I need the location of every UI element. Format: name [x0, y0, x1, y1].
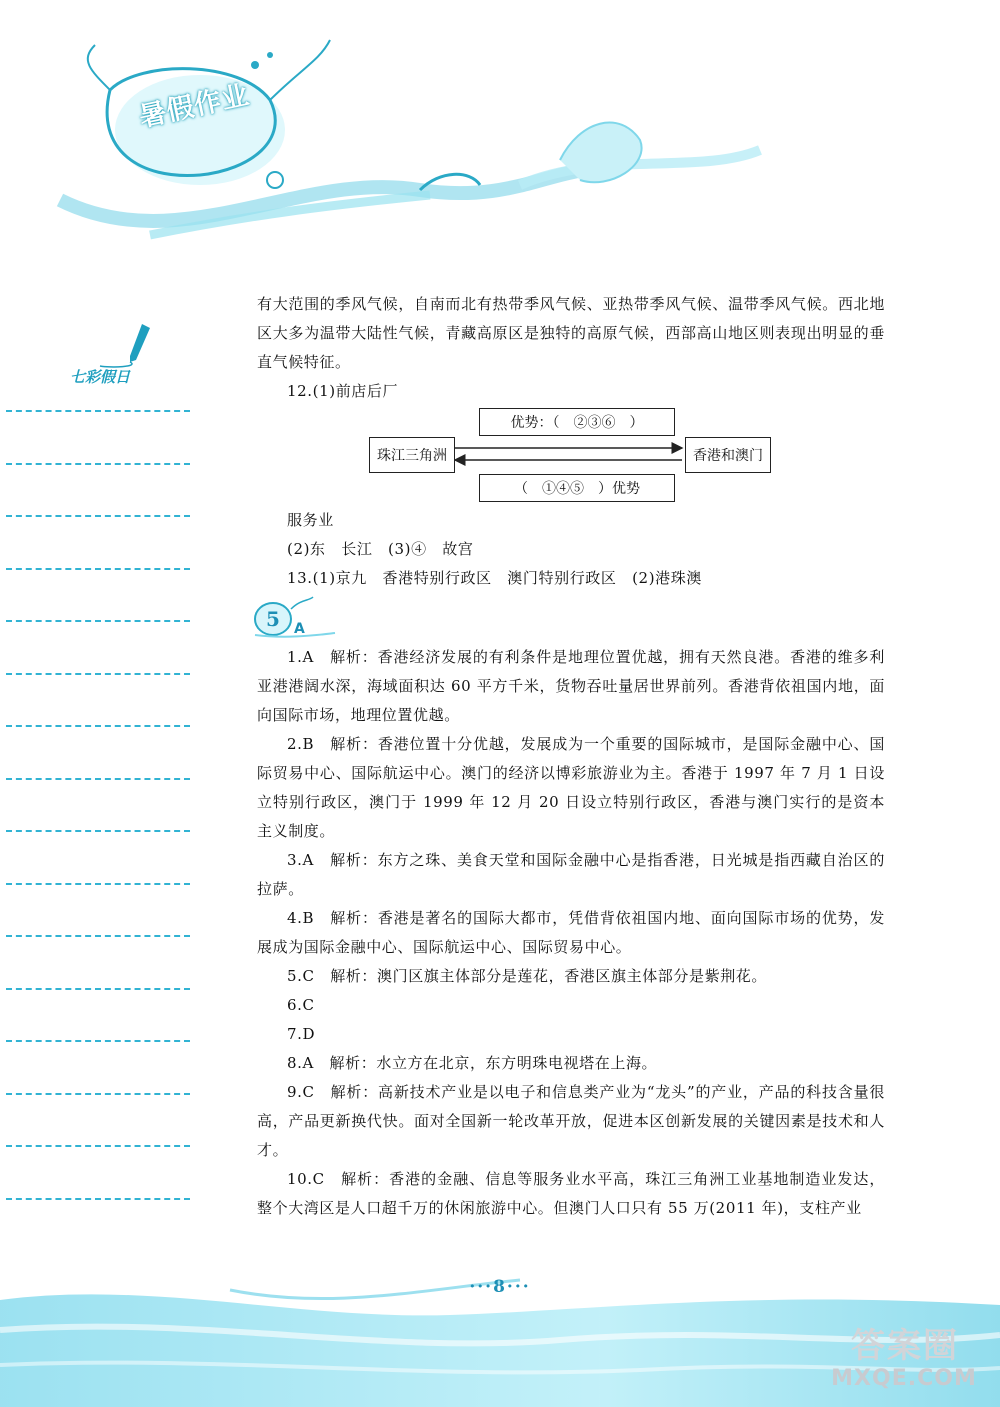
- note-line: [6, 463, 190, 465]
- page-number: ···8···: [469, 1277, 531, 1297]
- diagram-top-box: 优势：（ ②③⑥ ）: [479, 408, 675, 436]
- note-line: [6, 830, 190, 832]
- note-line: [6, 568, 190, 570]
- q12-service: 服务业: [287, 511, 334, 529]
- note-line: [6, 410, 190, 412]
- watermark-url: MXQE.COM: [831, 1366, 977, 1391]
- diagram-right-box: 香港和澳门: [685, 437, 771, 473]
- note-line: [6, 1040, 190, 1042]
- note-line: [6, 778, 190, 780]
- section-letter: A: [294, 621, 305, 637]
- note-line: [6, 620, 190, 622]
- section-number: 5: [266, 607, 280, 631]
- q12-heading: 12.(1)前店后厂: [287, 382, 399, 400]
- note-line: [6, 725, 190, 727]
- answer-content: [257, 290, 885, 1223]
- banner-title: 暑假作业: [136, 79, 253, 134]
- answer-item: 4.B 解析：香港是著名的国际大都市，凭借背依祖国内地、面向国际市场的优势，发展成为国际金融中心、国际航运中心、国际贸易中心。: [257, 909, 885, 956]
- answer-item: 8.A 解析：水立方在北京，东方明珠电视塔在上海。: [287, 1054, 658, 1072]
- note-line: [6, 1198, 190, 1200]
- climate-paragraph: 有大范围的季风气候，自南而北有热带季风气候、亚热带季风气候、温带季风气候。西北地区大多为温带大陆性气候，青藏高原区是独特的高原气候，西部高山地区则表现出明显的垂直气候特征。: [257, 295, 885, 371]
- trade-diagram: [257, 408, 885, 500]
- q12-part2: (2)东 长江 (3)④ 故宫: [287, 540, 474, 558]
- section-badge-icon: [247, 595, 337, 639]
- note-line: [6, 935, 190, 937]
- note-line: [6, 1145, 190, 1147]
- diagram-bottom-box: （ ①④⑤ ）优势: [479, 474, 675, 502]
- note-line: [6, 988, 190, 990]
- answer-item: 9.C 解析：高新技术产业是以电子和信息类产业为“龙头”的产业，产品的科技含量很高，产品更新换代快。面对全国新一轮改革开放，促进本区创新发展的关键因素是技术和人才。: [257, 1083, 885, 1159]
- answer-item: 5.C 解析：澳门区旗主体部分是莲花，香港区旗主体部分是紫荆花。: [287, 967, 767, 985]
- section-badge: [247, 595, 885, 639]
- answer-item: 10.C 解析：香港的金融、信息等服务业水平高，珠江三角洲工业基地制造业发达，整个大湾区是人口超千万的休闲旅游中心。但澳门人口只有 55 万(2011 年)，支柱产业: [257, 1170, 885, 1217]
- note-line: [6, 883, 190, 885]
- answers-list: [257, 643, 885, 1223]
- watermark-logo: 答案圈: [851, 1326, 959, 1366]
- diagram-left-box: 珠江三角洲: [369, 437, 455, 473]
- q13-answer: 13.(1)京九 香港特别行政区 澳门特别行政区 (2)港珠澳: [287, 569, 702, 587]
- note-line: [6, 515, 190, 517]
- answer-item: 7.D: [287, 1025, 316, 1043]
- answer-item: 3.A 解析：东方之珠、美食天堂和国际金融中心是指香港，日光城是指西藏自治区的拉萨。: [257, 851, 885, 898]
- answer-item: 1.A 解析：香港经济发展的有利条件是地理位置优越，拥有天然良港。香港的维多利亚港港阔水深，海域面积达 60 平方千米，货物吞吐量居世界前列。香港背依祖国内地，面向国际市场，地理位置优越。: [257, 648, 885, 724]
- note-line: [6, 1093, 190, 1095]
- answer-item: 6.C: [287, 996, 315, 1014]
- sidebar-label: 七彩假日: [70, 368, 131, 386]
- note-line: [6, 673, 190, 675]
- answer-item: 2.B 解析：香港位置十分优越，发展成为一个重要的国际城市，是国际金融中心、国际贸易中心、国际航运中心。澳门的经济以博彩旅游业为主。香港于 1997 年 7 月 1 日设立特别行政区，澳门于 1999 年 12 月 20 日设立特别行政区，香港与澳门实行的是资本主义制度。: [257, 735, 885, 840]
